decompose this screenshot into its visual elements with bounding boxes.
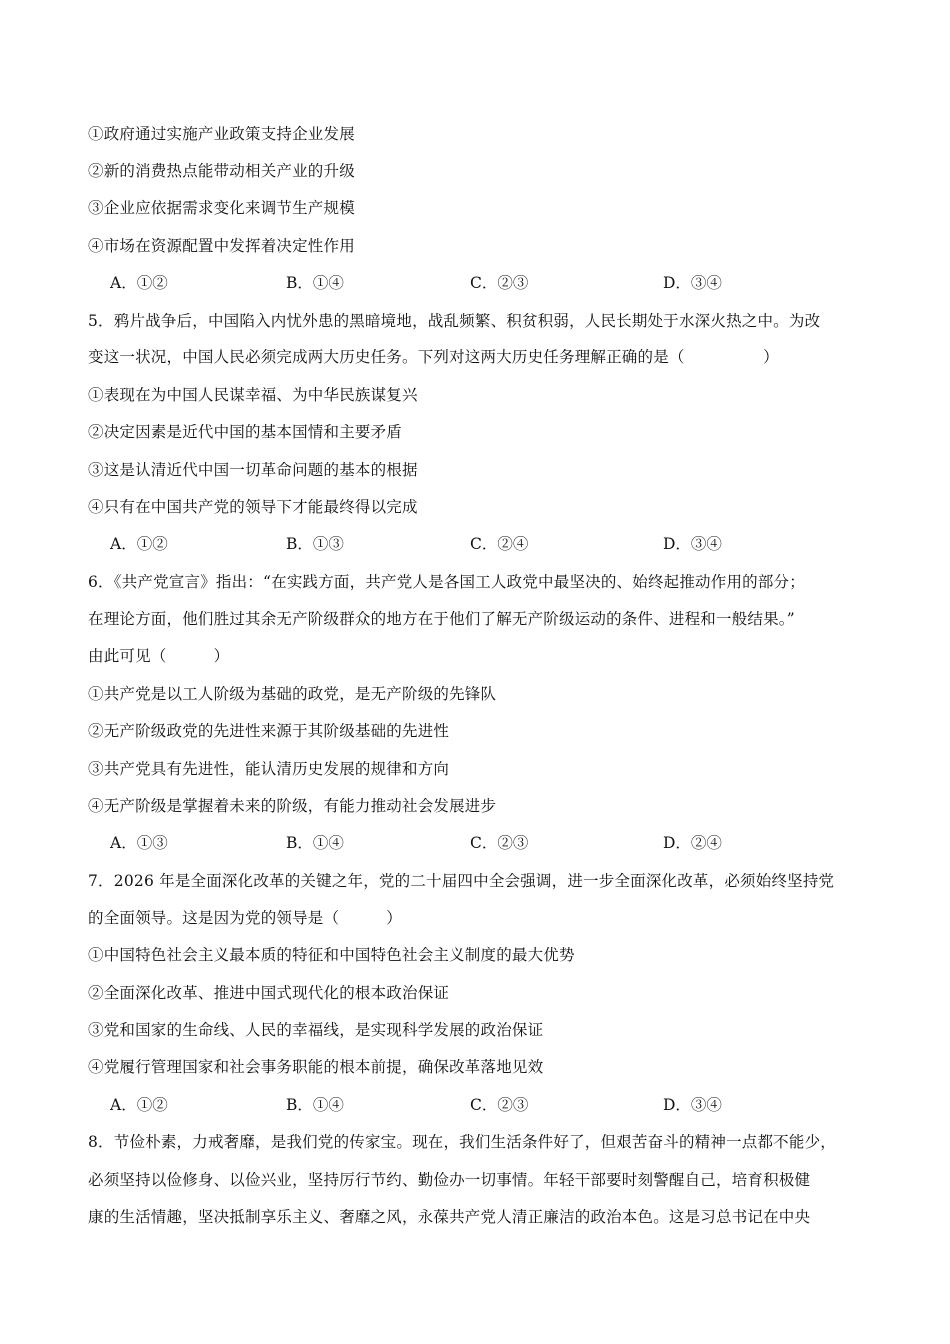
q6-item-4: ④无产阶级是掌握着未来的阶级，有能力推动社会发展进步 (88, 797, 497, 815)
q5-option-c[interactable]: C．②④ (470, 535, 529, 553)
q8-stem-line-3: 康的生活情趣，坚决抵制享乐主义、奢靡之风，永葆共产党人清正廉洁的政治本色。这是习总书记在中央 (88, 1208, 811, 1226)
q4-item-3: ③企业应依据需求变化来调节生产规模 (88, 199, 355, 217)
q6-item-3: ③共产党具有先进性，能认清历史发展的规律和方向 (88, 760, 450, 778)
q5-item-2: ②决定因素是近代中国的基本国情和主要矛盾 (88, 423, 403, 441)
q6-option-d[interactable]: D．②④ (663, 834, 722, 852)
q7-item-4: ④党履行管理国家和社会事务职能的根本前提，确保改革落地见效 (88, 1058, 544, 1076)
q6-item-1: ①共产党是以工人阶级为基础的政党，是无产阶级的先锋队 (88, 685, 497, 703)
q7-item-2: ②全面深化改革、推进中国式现代化的根本政治保证 (88, 984, 450, 1002)
q7-option-d[interactable]: D．③④ (663, 1096, 722, 1114)
q6-option-b[interactable]: B．①④ (286, 834, 344, 852)
q6-stem-line-2: 在理论方面，他们胜过其余无产阶级群众的地方在于他们了解无产阶级运动的条件、进程和一般结果。” (88, 610, 795, 628)
q5-item-1: ①表现在为中国人民谋幸福、为中华民族谋复兴 (88, 386, 418, 404)
q8-stem-line-1: 8．节俭朴素，力戒奢靡，是我们党的传家宝。现在，我们生活条件好了，但艰苦奋斗的精神一点都不能少， (88, 1133, 836, 1151)
q5-item-4: ④只有在中国共产党的领导下才能最终得以完成 (88, 498, 418, 516)
q6-option-a[interactable]: A．①③ (110, 834, 168, 852)
q6-option-c[interactable]: C．②③ (470, 834, 529, 852)
q6-options (88, 833, 878, 853)
q7-item-3: ③党和国家的生命线、人民的幸福线，是实现科学发展的政治保证 (88, 1021, 544, 1039)
q8-stem-line-2: 必须坚持以俭修身、以俭兴业，坚持厉行节约、勤俭办一切事情。年轻干部要时刻警醒自己，培育积极健 (88, 1171, 811, 1189)
q5-options (88, 534, 878, 554)
q7-stem-line-2: 的全面领导。这是因为党的领导是（ ） (88, 909, 403, 927)
q4-item-2: ②新的消费热点能带动相关产业的升级 (88, 162, 355, 180)
q4-option-b[interactable]: B．①④ (286, 274, 344, 292)
q7-stem-line-1: 7．2026 年是全面深化改革的关键之年，党的二十届四中全会强调，进一步全面深化改革，必须始终坚持党 (88, 872, 835, 890)
q4-item-4: ④市场在资源配置中发挥着决定性作用 (88, 237, 355, 255)
q6-item-2: ②无产阶级政党的先进性来源于其阶级基础的先进性 (88, 722, 450, 740)
q7-option-c[interactable]: C．②③ (470, 1096, 529, 1114)
q5-option-b[interactable]: B．①③ (286, 535, 344, 553)
q4-option-c[interactable]: C．②③ (470, 274, 529, 292)
q5-item-3: ③这是认清近代中国一切革命问题的基本的根据 (88, 461, 418, 479)
q7-item-1: ①中国特色社会主义最本质的特征和中国特色社会主义制度的最大优势 (88, 946, 575, 964)
q7-options (88, 1095, 878, 1115)
q5-option-d[interactable]: D．③④ (663, 535, 722, 553)
q7-option-a[interactable]: A．①② (110, 1096, 168, 1114)
q5-stem-line-1: 5．鸦片战争后，中国陷入内忧外患的黑暗境地，战乱频繁、积贫积弱，人民长期处于水深火热之中。为改 (88, 312, 821, 330)
q6-stem-line-3: 由此可见（ ） (88, 647, 230, 665)
q4-item-1: ①政府通过实施产业政策支持企业发展 (88, 125, 355, 143)
q4-option-a[interactable]: A．①② (110, 274, 168, 292)
q5-option-a[interactable]: A．①② (110, 535, 168, 553)
q4-options (88, 273, 878, 293)
q6-stem-line-1: 6．《共产党宣言》指出：“在实践方面，共产党人是各国工人政党中最坚决的、始终起推动作用的部分； (88, 573, 805, 591)
q5-stem-line-2: 变这一状况，中国人民必须完成两大历史任务。下列对这两大历史任务理解正确的是（ ） (88, 348, 779, 366)
q7-option-b[interactable]: B．①④ (286, 1096, 344, 1114)
q4-option-d[interactable]: D．③④ (663, 274, 722, 292)
